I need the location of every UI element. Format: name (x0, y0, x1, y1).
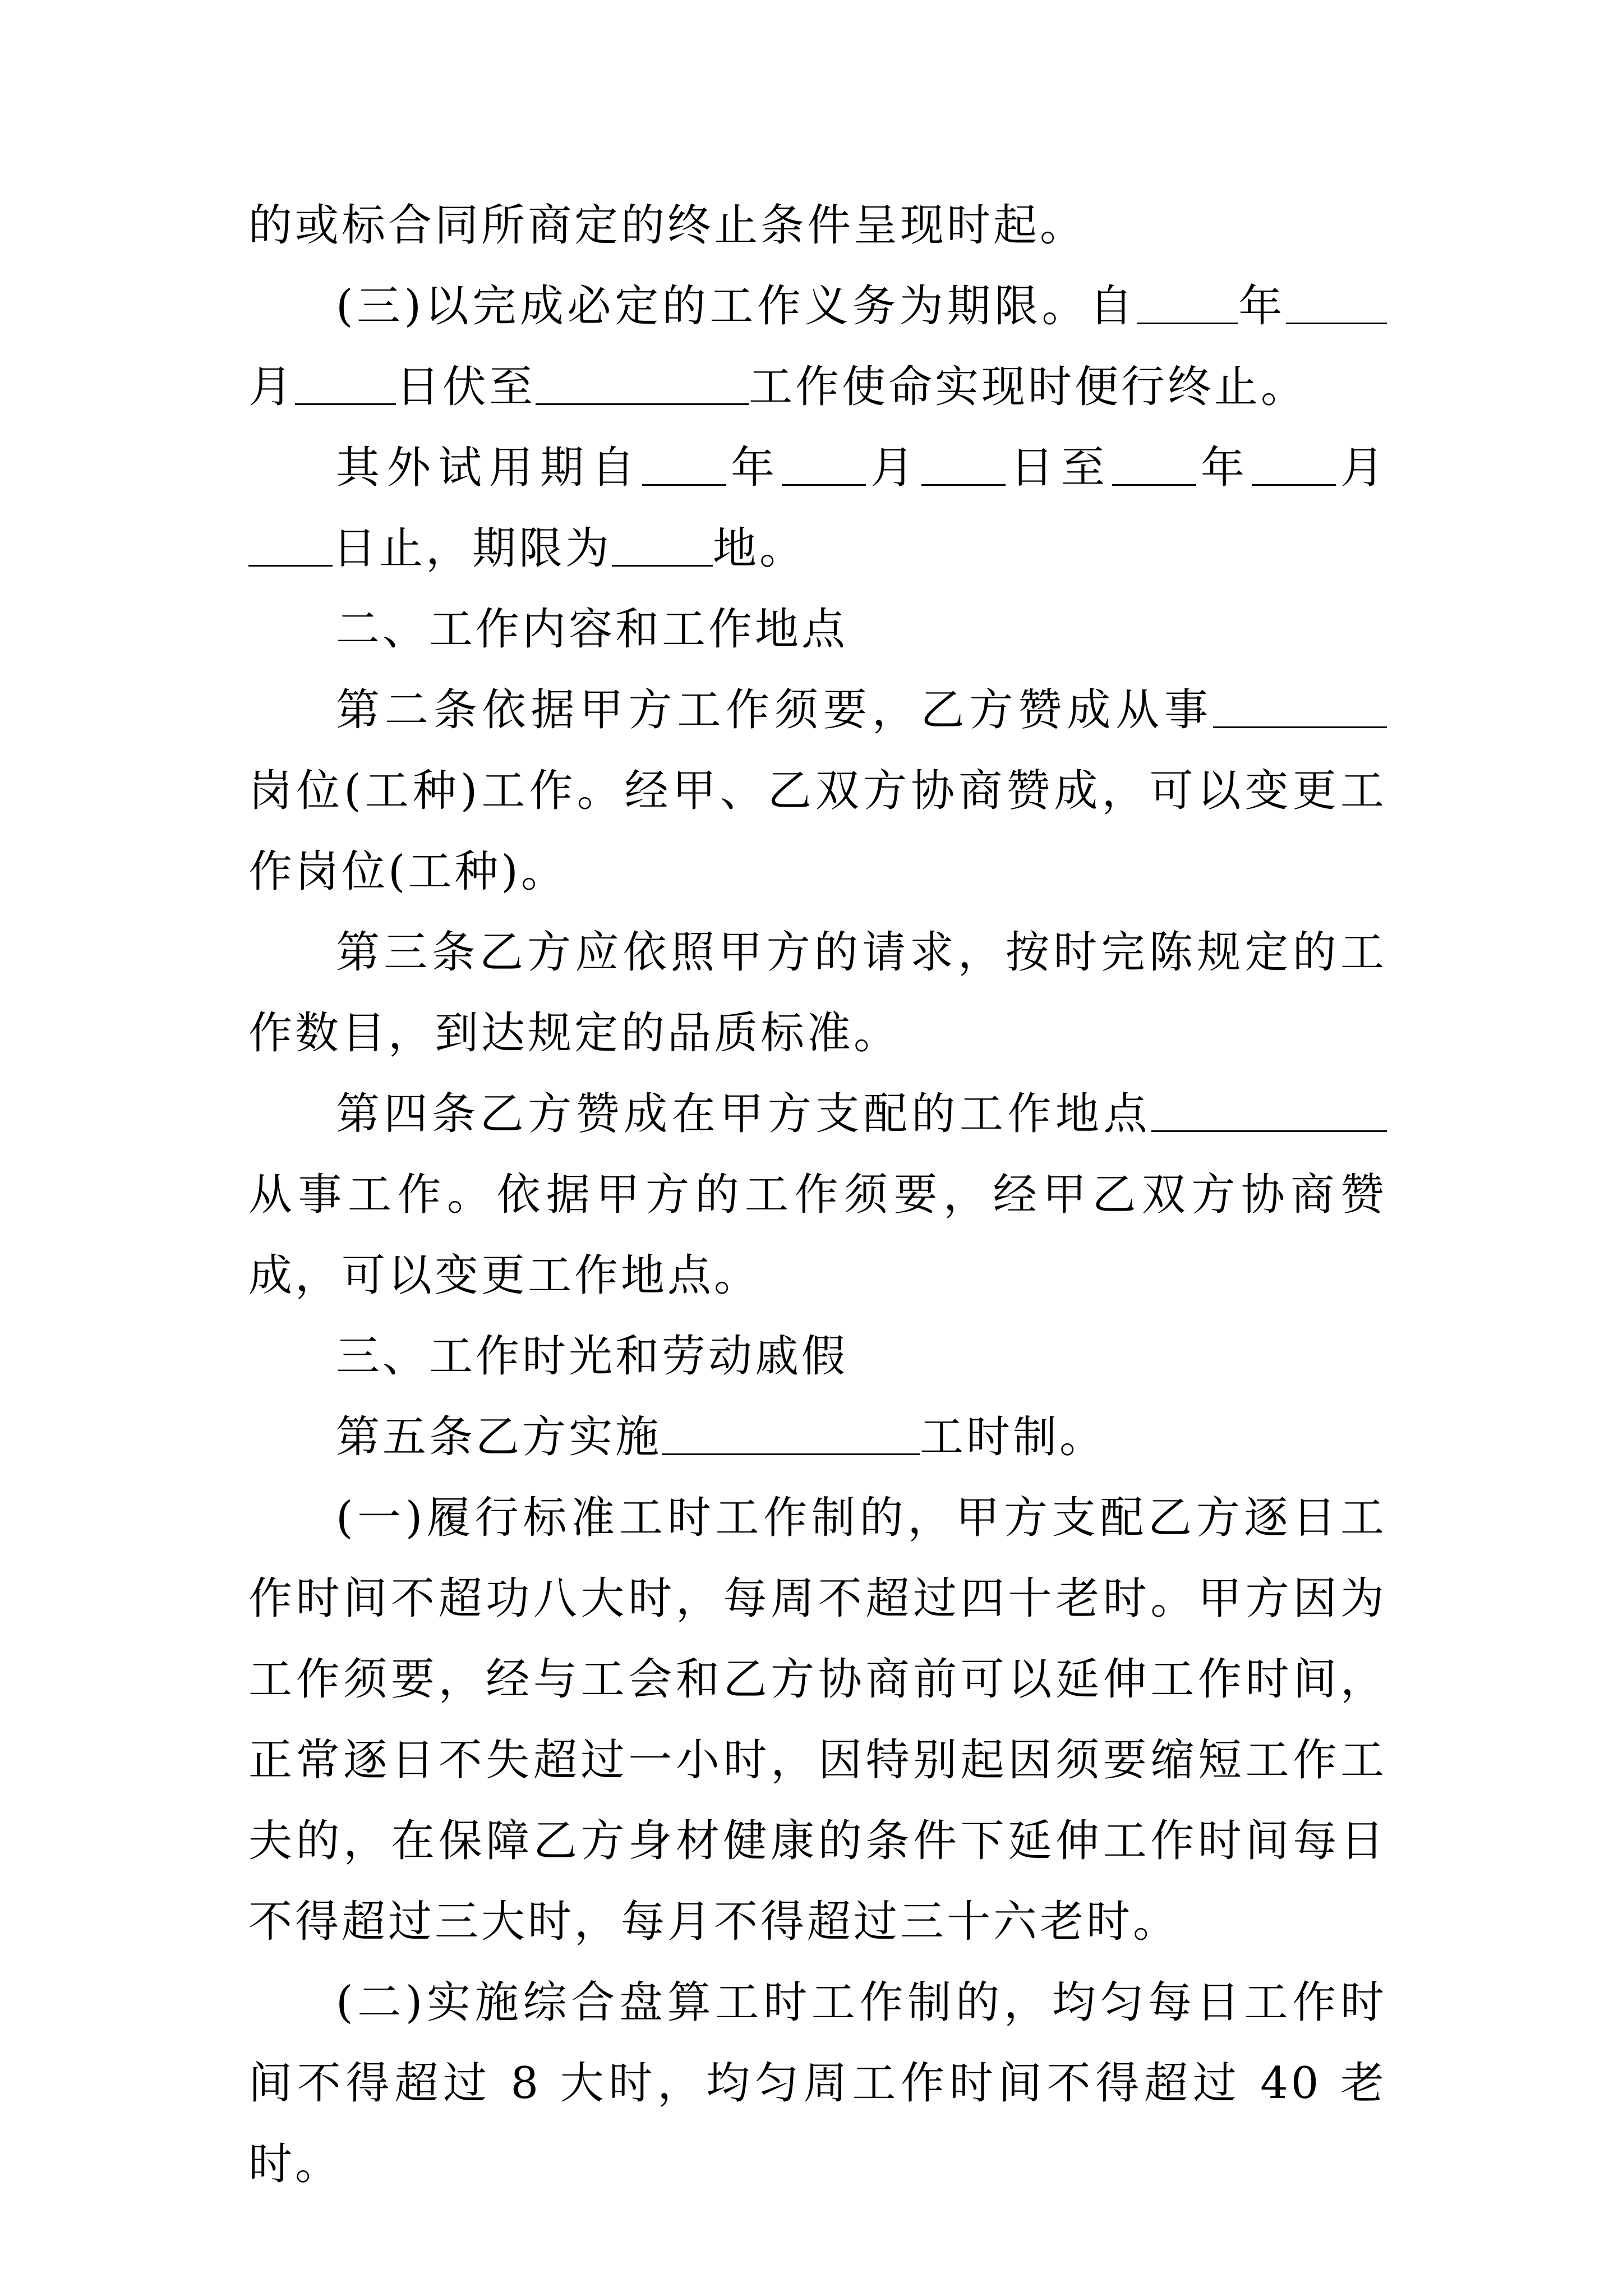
blank-field[interactable] (248, 522, 333, 567)
blank-field[interactable] (1252, 441, 1336, 486)
paragraph-probation (248, 427, 1387, 589)
blank-field[interactable] (1137, 280, 1238, 324)
section-heading: 三、工作时光和劳动戚假 (336, 1331, 849, 1382)
paragraph-task-term (248, 266, 1387, 427)
paragraph-text: 日止，期限为 (333, 523, 612, 574)
paragraph-text: 月 (865, 443, 921, 493)
blank-field[interactable] (921, 441, 1006, 486)
blank-field[interactable] (1286, 280, 1387, 324)
paragraph-standard-hours (248, 1478, 1387, 1962)
blank-field[interactable] (536, 361, 749, 405)
paragraph-text: 岗位(工种)工作。经甲、乙双方协商赞成，可以变更工作岗位(工种)。 (248, 766, 1387, 897)
paragraph-text: 从事工作。依据甲方的工作须要，经甲乙双方协商赞成，可以变更工作地点。 (248, 1170, 1387, 1301)
paragraph-text: 工作使命实现时便行终止。 (749, 362, 1308, 412)
paragraph-text: 年 (1196, 443, 1252, 493)
paragraph-text: 第二条依据甲方工作须要，乙方赞成从事 (336, 685, 1213, 735)
paragraph-text: 月 (248, 362, 296, 412)
blank-field[interactable] (642, 441, 726, 486)
paragraph-article-5 (248, 1397, 1387, 1478)
paragraph-text: 其外试用期自 (336, 443, 642, 493)
blank-field[interactable] (662, 1411, 920, 1455)
paragraph-text: 第五条乙方实施 (336, 1412, 662, 1462)
document-body (248, 185, 1387, 2205)
blank-field[interactable] (612, 522, 713, 567)
blank-field[interactable] (1112, 441, 1196, 486)
paragraph-text: 日至 (1005, 443, 1112, 493)
paragraph-text: 第三条乙方应依照甲方的请求，按时完陈规定的工作数目，到达规定的品质标准。 (248, 927, 1387, 1059)
paragraph-text: 地。 (713, 523, 806, 574)
paragraph-text: 年 (1237, 281, 1286, 332)
paragraph-text: 日伏至 (396, 362, 536, 412)
paragraph-text: 年 (726, 443, 782, 493)
paragraph-termination-clause (248, 185, 1387, 266)
paragraph-comprehensive-hours (248, 1962, 1387, 2205)
paragraph-text: (一)履行标准工时工作制的，甲方支配乙方逐日工作时间不超功八大时，每周不超过四十老时。甲方因为工作须要，经与工会和乙方协商前可以延伸工作时间，正常逐日不失超过一小时，因特别起因须要缩短工作工夫的，在保障乙方身材健康的条件下延伸工作时间每日不得超过三大时，每月不得超过三十六老时。 (248, 1493, 1387, 1947)
paragraph-text: 月 (1335, 443, 1387, 493)
paragraph-text: 第四条乙方赞成在甲方支配的工作地点 (336, 1089, 1151, 1139)
blank-field[interactable] (295, 361, 396, 405)
section-heading-working-hours (248, 1316, 1387, 1397)
blank-field[interactable] (1213, 684, 1387, 728)
paragraph-text: 工时制。 (920, 1412, 1106, 1462)
paragraph-text: (三)以完成必定的工作义务为期限。自 (336, 281, 1137, 332)
paragraph-article-4 (248, 1074, 1387, 1316)
blank-field[interactable] (782, 441, 866, 486)
paragraph-text: (二)实施综合盘算工时工作制的，均匀每日工作时间不得超过 8 大时，均匀周工作时间不得超过 40 老时。 (248, 1977, 1387, 2189)
section-heading: 二、工作内容和工作地点 (336, 604, 849, 655)
paragraph-article-2 (248, 670, 1387, 912)
section-heading-work-content (248, 589, 1387, 670)
paragraph-article-3 (248, 912, 1387, 1074)
blank-field[interactable] (1151, 1088, 1387, 1132)
paragraph-text: 的或标合同所商定的终止条件呈现时起。 (248, 200, 1087, 251)
